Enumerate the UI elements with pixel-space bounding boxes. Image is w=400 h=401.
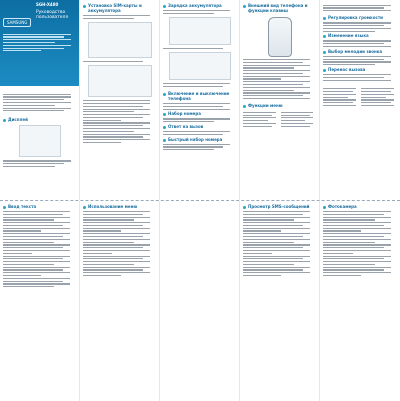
panel-sim (80, 0, 160, 200)
menu-map (243, 110, 316, 128)
battery-illustration (88, 65, 152, 97)
sim-illustration (88, 22, 152, 58)
panel-settings (320, 0, 400, 200)
cover-text (3, 32, 77, 53)
section-title: Ответ на вызов (168, 124, 204, 130)
menu-map-2 (323, 87, 397, 108)
charger-illustration (169, 17, 231, 45)
section-title: Просмотр SMS-сообщений (248, 204, 310, 209)
intro-text (3, 92, 77, 169)
panel-text-entry (0, 201, 80, 401)
panel-camera (320, 201, 400, 401)
panel-charging (160, 0, 240, 200)
display-illustration (19, 125, 61, 157)
brand-badge: SAMSUNG (3, 18, 31, 27)
cover-title: Руководство пользователя (36, 10, 68, 20)
charger-illustration-2 (169, 52, 231, 80)
section-title: Внешний вид телефона и функции клавиш (248, 3, 308, 13)
section-title: Дисплей (8, 117, 28, 123)
phone-illustration (268, 17, 292, 57)
section-title: Выбор мелодии звонка (328, 48, 383, 54)
section-title: Зарядка аккумулятора (168, 3, 222, 8)
panel-sms (240, 201, 320, 401)
section-title: Набор номера (168, 111, 201, 117)
panel-features (240, 0, 320, 200)
panel-menu-usage (80, 201, 160, 401)
section-title: Использование меню (88, 204, 138, 209)
section-title: Фотокамера (328, 204, 357, 209)
top-row (0, 0, 400, 200)
section-title: Перенос вызова (328, 66, 366, 72)
section-title: Быстрый набор номера (168, 136, 223, 142)
section-title: Ввод текста (8, 204, 37, 209)
section-title: Регулировка громкости (328, 15, 383, 21)
section-title: Включение и выключение телефона (168, 91, 230, 102)
section-title: Установка SIM-карты и аккумулятора (88, 3, 142, 13)
cover-block (0, 0, 80, 86)
model-name: SGH-X480 (36, 2, 59, 7)
section-title: Изменение языка (328, 33, 369, 39)
bottom-row (0, 200, 400, 400)
panel-blank (160, 201, 240, 401)
section-title: Функции меню (248, 103, 283, 109)
cover-panel (0, 0, 80, 200)
